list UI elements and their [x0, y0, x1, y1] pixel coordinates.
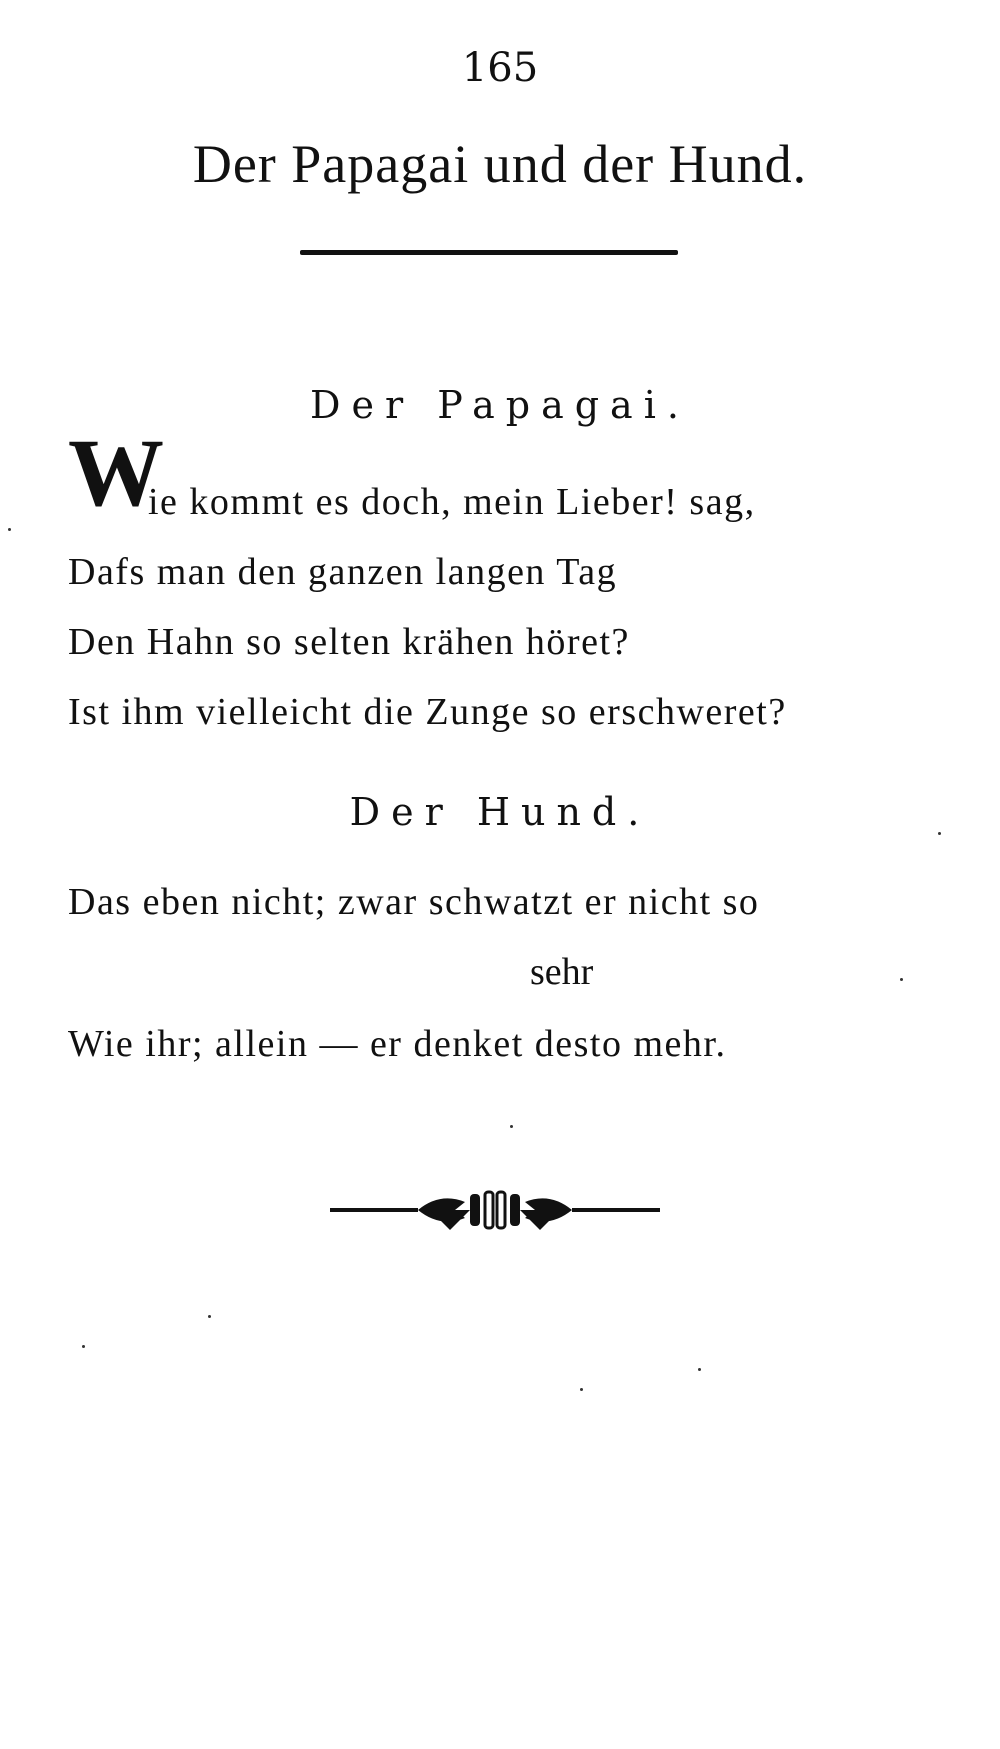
paper-speck [900, 978, 903, 981]
paper-speck [208, 1315, 211, 1318]
paper-speck [510, 1125, 513, 1128]
paper-speck [580, 1388, 583, 1391]
speaker-heading-hund: Der Hund. [349, 790, 651, 834]
title-rule [300, 250, 678, 255]
verse-line: Den Hahn so selten krähen höret? [68, 621, 630, 663]
paper-speck [82, 1345, 85, 1348]
verse-turnover: sehr [530, 951, 594, 993]
page-title: Der Papagai und der Hund. [192, 134, 808, 194]
verse-line: Das eben nicht; zwar schwatzt er nicht so [68, 881, 760, 923]
paper-speck [698, 1368, 701, 1371]
page-number: 165 [461, 45, 539, 91]
decorative-vignette-icon [330, 1180, 660, 1244]
verse-line: Wie ihr; allein — er denket desto mehr. [68, 1023, 727, 1065]
speaker-heading-papagai: Der Papagai. [310, 383, 690, 427]
paper-speck [8, 528, 11, 531]
verse-line: ie kommt es doch, mein Lieber! sag, [148, 481, 756, 523]
drop-cap: W [68, 419, 164, 526]
paper-speck [938, 832, 941, 835]
verse-line: Ist ihm vielleicht die Zunge so erschweret? [68, 691, 787, 733]
verse-line: Dafs man den ganzen langen Tag [68, 551, 618, 593]
